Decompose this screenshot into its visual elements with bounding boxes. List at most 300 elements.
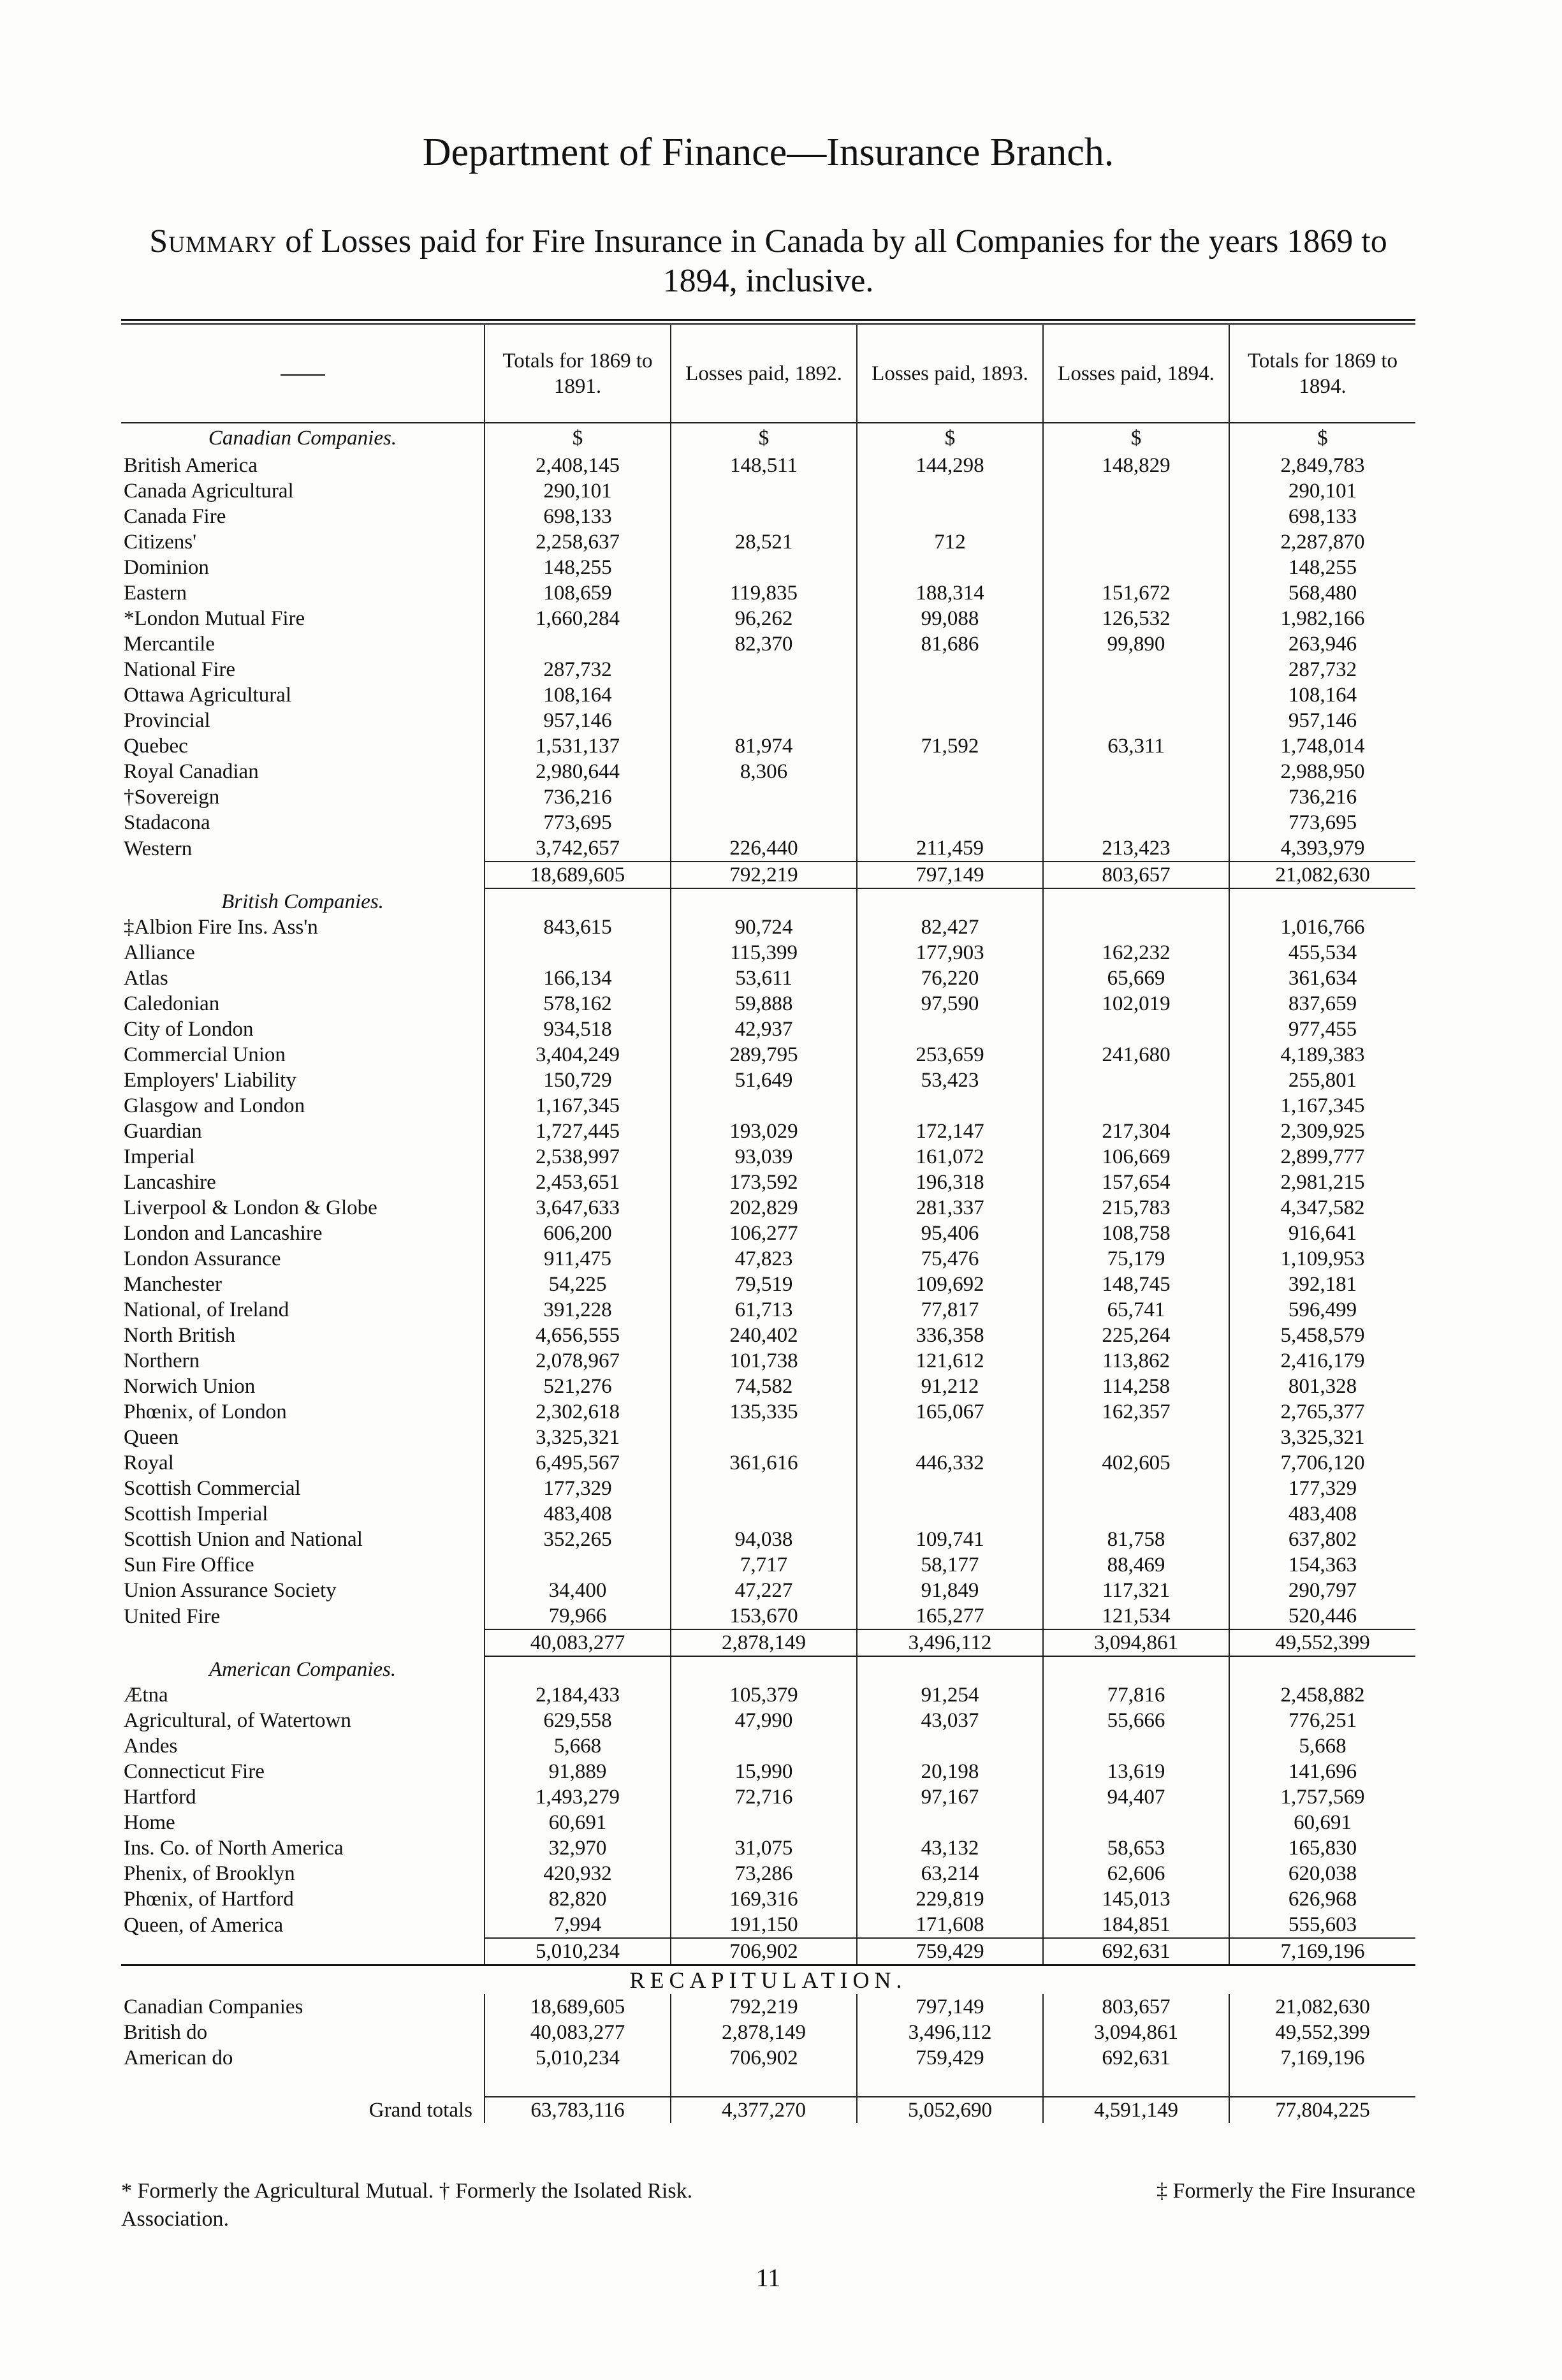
loss-value xyxy=(671,1093,857,1119)
loss-value: 736,216 xyxy=(1229,784,1415,810)
recap-value: 797,149 xyxy=(857,1994,1043,2020)
company-name: Employers' Liability xyxy=(124,1069,296,1092)
loss-value: 106,277 xyxy=(671,1221,857,1246)
loss-value: 97,590 xyxy=(857,991,1043,1017)
loss-value: 157,654 xyxy=(1043,1170,1229,1195)
table-row xyxy=(121,1144,1415,1170)
loss-value: 290,101 xyxy=(485,478,671,504)
loss-value: 105,379 xyxy=(671,1682,857,1708)
loss-value: 82,427 xyxy=(857,915,1043,940)
table-row xyxy=(121,631,1415,657)
loss-value: 113,862 xyxy=(1043,1348,1229,1374)
recap-value: 2,878,149 xyxy=(671,2020,857,2045)
loss-value: 88,469 xyxy=(1043,1552,1229,1578)
loss-value: 2,849,783 xyxy=(1229,453,1415,478)
loss-value xyxy=(1043,1093,1229,1119)
loss-value: 957,146 xyxy=(485,708,671,733)
table-row xyxy=(121,555,1415,580)
empty-cell xyxy=(857,1656,1043,1682)
loss-value: 2,184,433 xyxy=(485,1682,671,1708)
grand-total-value: 77,804,225 xyxy=(1229,2097,1415,2123)
company-name: Lancashire xyxy=(124,1171,216,1194)
loss-value: 60,691 xyxy=(1229,1810,1415,1835)
recap-value: 5,010,234 xyxy=(485,2045,671,2071)
empty-cell xyxy=(1229,888,1415,915)
loss-value: 151,672 xyxy=(1043,580,1229,606)
footnote-text-1-right: ‡ Formerly the Fire Insurance xyxy=(1157,2179,1415,2203)
loss-value: 1,748,014 xyxy=(1229,733,1415,759)
table-row xyxy=(121,1042,1415,1068)
empty-cell xyxy=(1229,1656,1415,1682)
table-row xyxy=(121,1374,1415,1399)
company-name: Citizens' xyxy=(124,531,197,554)
total-label-cell xyxy=(121,1629,485,1656)
company-name: Scottish Union and National xyxy=(124,1528,363,1551)
loss-value: 578,162 xyxy=(485,991,671,1017)
loss-value xyxy=(857,708,1043,733)
loss-value: 61,713 xyxy=(671,1297,857,1323)
loss-value: 2,408,145 xyxy=(485,453,671,478)
loss-value: 184,851 xyxy=(1043,1912,1229,1938)
loss-value: 361,634 xyxy=(1229,966,1415,991)
table-row xyxy=(121,1527,1415,1552)
loss-value: 63,311 xyxy=(1043,733,1229,759)
loss-value: 71,592 xyxy=(857,733,1043,759)
loss-value: 93,039 xyxy=(671,1144,857,1170)
table-row xyxy=(121,1425,1415,1450)
loss-value: 263,946 xyxy=(1229,631,1415,657)
loss-value: 521,276 xyxy=(485,1374,671,1399)
loss-value: 106,669 xyxy=(1043,1144,1229,1170)
loss-value: 177,329 xyxy=(1229,1476,1415,1501)
loss-value: 96,262 xyxy=(671,606,857,631)
loss-value: 75,476 xyxy=(857,1246,1043,1272)
table-row xyxy=(121,657,1415,682)
total-label-cell xyxy=(121,1938,485,1965)
loss-value: 8,306 xyxy=(671,759,857,784)
company-name: Hartford xyxy=(124,1786,196,1809)
loss-value xyxy=(857,1476,1043,1501)
loss-value: 2,302,618 xyxy=(485,1399,671,1425)
loss-value: 162,357 xyxy=(1043,1399,1229,1425)
loss-value: 626,968 xyxy=(1229,1886,1415,1912)
loss-value: 81,974 xyxy=(671,733,857,759)
loss-value: 79,519 xyxy=(671,1272,857,1297)
spacer-cell xyxy=(1043,2071,1229,2097)
loss-value: 53,611 xyxy=(671,966,857,991)
section-total: 5,010,234 xyxy=(485,1938,671,1965)
table-row xyxy=(121,1450,1415,1476)
company-name: Manchester xyxy=(124,1273,222,1296)
empty-cell xyxy=(671,888,857,915)
table-row xyxy=(121,708,1415,733)
loss-value: 162,232 xyxy=(1043,940,1229,966)
loss-value xyxy=(671,1810,857,1835)
loss-value xyxy=(1043,1810,1229,1835)
recap-row xyxy=(121,2020,1415,2045)
table-row xyxy=(121,966,1415,991)
section-heading-row xyxy=(121,423,1415,453)
loss-value: 144,298 xyxy=(857,453,1043,478)
loss-value: 114,258 xyxy=(1043,1374,1229,1399)
page-number: 11 xyxy=(755,2263,781,2292)
loss-value: 108,659 xyxy=(485,580,671,606)
loss-value: 169,316 xyxy=(671,1886,857,1912)
table-row xyxy=(121,1246,1415,1272)
loss-value: 241,680 xyxy=(1043,1042,1229,1068)
table-row xyxy=(121,1272,1415,1297)
loss-value xyxy=(671,1425,857,1450)
loss-value: 150,729 xyxy=(485,1068,671,1093)
loss-value xyxy=(485,631,671,657)
loss-value: 95,406 xyxy=(857,1221,1043,1246)
loss-value: 109,692 xyxy=(857,1272,1043,1297)
loss-value: 3,404,249 xyxy=(485,1042,671,1068)
loss-value: 74,582 xyxy=(671,1374,857,1399)
loss-value: 1,167,345 xyxy=(1229,1093,1415,1119)
loss-value xyxy=(857,1733,1043,1759)
loss-value: 3,647,633 xyxy=(485,1195,671,1221)
loss-value xyxy=(857,504,1043,529)
loss-value: 596,499 xyxy=(1229,1297,1415,1323)
company-name: †Sovereign xyxy=(124,786,220,809)
loss-value: 173,592 xyxy=(671,1170,857,1195)
loss-value xyxy=(485,940,671,966)
loss-value xyxy=(671,1733,857,1759)
loss-value xyxy=(671,1501,857,1527)
recap-value: 803,657 xyxy=(1043,1994,1229,2020)
loss-value: 135,335 xyxy=(671,1399,857,1425)
loss-value: 934,518 xyxy=(485,1017,671,1042)
recap-value: 692,631 xyxy=(1043,2045,1229,2071)
loss-value: 620,038 xyxy=(1229,1861,1415,1886)
loss-value: 55,666 xyxy=(1043,1708,1229,1733)
loss-value: 72,716 xyxy=(671,1784,857,1810)
recap-value: 40,083,277 xyxy=(485,2020,671,2045)
loss-value: 5,458,579 xyxy=(1229,1323,1415,1348)
loss-value: 60,691 xyxy=(485,1810,671,1835)
loss-value: 101,738 xyxy=(671,1348,857,1374)
loss-value: 148,829 xyxy=(1043,453,1229,478)
loss-value xyxy=(1043,529,1229,555)
loss-value xyxy=(857,657,1043,682)
loss-value: 213,423 xyxy=(1043,835,1229,862)
loss-value: 637,802 xyxy=(1229,1527,1415,1552)
table-row xyxy=(121,1297,1415,1323)
loss-value: 2,980,644 xyxy=(485,759,671,784)
loss-value: 145,013 xyxy=(1043,1886,1229,1912)
loss-value xyxy=(857,1425,1043,1450)
loss-value: 172,147 xyxy=(857,1119,1043,1144)
table-row xyxy=(121,915,1415,940)
loss-value: 94,407 xyxy=(1043,1784,1229,1810)
company-name: ‡Albion Fire Ins. Ass'n xyxy=(124,916,318,939)
empty-cell xyxy=(485,888,671,915)
loss-value: 290,797 xyxy=(1229,1578,1415,1603)
loss-value: 94,038 xyxy=(671,1527,857,1552)
company-name: Glasgow and London xyxy=(124,1094,305,1117)
section-total: 49,552,399 xyxy=(1229,1629,1415,1656)
company-name: Stadacona xyxy=(124,811,210,834)
loss-value: 483,408 xyxy=(485,1501,671,1527)
table-row xyxy=(121,810,1415,835)
loss-value: 977,455 xyxy=(1229,1017,1415,1042)
loss-value: 1,531,137 xyxy=(485,733,671,759)
table-row xyxy=(121,1603,1415,1629)
loss-value: 77,817 xyxy=(857,1297,1043,1323)
loss-value: 1,016,766 xyxy=(1229,915,1415,940)
table-row xyxy=(121,1221,1415,1246)
table-row xyxy=(121,580,1415,606)
loss-value xyxy=(1043,1733,1229,1759)
loss-value: 555,603 xyxy=(1229,1912,1415,1938)
section-total: 2,878,149 xyxy=(671,1629,857,1656)
table-row xyxy=(121,682,1415,708)
spacer-cell xyxy=(857,2071,1043,2097)
recap-label: British do xyxy=(124,2021,208,2044)
spacer-cell xyxy=(1229,2071,1415,2097)
loss-value xyxy=(671,682,857,708)
loss-value: 91,889 xyxy=(485,1759,671,1784)
stub-header-cell xyxy=(121,325,485,423)
loss-value: 91,212 xyxy=(857,1374,1043,1399)
loss-value: 47,990 xyxy=(671,1708,857,1733)
company-name: Mercantile xyxy=(124,633,215,656)
company-name: National Fire xyxy=(124,658,236,681)
company-name: Norwich Union xyxy=(124,1375,256,1398)
company-name: Alliance xyxy=(124,941,195,964)
loss-value: 801,328 xyxy=(1229,1374,1415,1399)
loss-value xyxy=(857,810,1043,835)
section-total: 759,429 xyxy=(857,1938,1043,1965)
loss-value xyxy=(1043,915,1229,940)
company-name: British America xyxy=(124,454,258,477)
recap-value: 3,094,861 xyxy=(1043,2020,1229,2045)
section-total: 797,149 xyxy=(857,862,1043,888)
loss-value: 520,446 xyxy=(1229,1603,1415,1629)
loss-value: 81,758 xyxy=(1043,1527,1229,1552)
table-row xyxy=(121,1552,1415,1578)
loss-value: 62,606 xyxy=(1043,1861,1229,1886)
loss-value: 911,475 xyxy=(485,1246,671,1272)
loss-value: 629,558 xyxy=(485,1708,671,1733)
loss-value: 196,318 xyxy=(857,1170,1043,1195)
loss-value: 4,656,555 xyxy=(485,1323,671,1348)
loss-value: 392,181 xyxy=(1229,1272,1415,1297)
loss-value xyxy=(671,504,857,529)
loss-value: 165,067 xyxy=(857,1399,1043,1425)
loss-value: 606,200 xyxy=(485,1221,671,1246)
loss-value: 773,695 xyxy=(485,810,671,835)
page-heading: Department of Finance—Insurance Branch. xyxy=(422,131,1114,174)
loss-value: 420,932 xyxy=(485,1861,671,1886)
loss-value: 58,177 xyxy=(857,1552,1043,1578)
loss-value: 148,255 xyxy=(485,555,671,580)
table-row xyxy=(121,1348,1415,1374)
company-name: Home xyxy=(124,1811,175,1834)
company-name: Royal Canadian xyxy=(124,760,259,783)
company-name: Canada Fire xyxy=(124,505,226,528)
loss-value: 4,347,582 xyxy=(1229,1195,1415,1221)
loss-value: 3,325,321 xyxy=(485,1425,671,1450)
footnotes xyxy=(121,2177,1415,2233)
company-name: Scottish Commercial xyxy=(124,1477,301,1500)
loss-value xyxy=(857,759,1043,784)
loss-value xyxy=(1043,810,1229,835)
grand-total-label: Grand totals xyxy=(369,2098,472,2122)
loss-value xyxy=(1043,555,1229,580)
recap-value: 706,902 xyxy=(671,2045,857,2071)
company-name: Connecticut Fire xyxy=(124,1760,265,1783)
loss-value xyxy=(671,708,857,733)
loss-value: 2,287,870 xyxy=(1229,529,1415,555)
loss-value: 1,660,284 xyxy=(485,606,671,631)
company-name: *London Mutual Fire xyxy=(124,607,305,630)
loss-value xyxy=(1043,657,1229,682)
table-row xyxy=(121,1170,1415,1195)
footnote-line-2: Association. xyxy=(121,2207,230,2231)
column-header: Losses paid, 1892. xyxy=(671,325,857,423)
loss-value: 2,538,997 xyxy=(485,1144,671,1170)
loss-value xyxy=(671,784,857,810)
loss-value: 281,337 xyxy=(857,1195,1043,1221)
recap-row xyxy=(121,1994,1415,2020)
table-row xyxy=(121,1093,1415,1119)
table-row xyxy=(121,733,1415,759)
section-total: 18,689,605 xyxy=(485,862,671,888)
company-name: Quebec xyxy=(124,735,188,758)
loss-value: 148,511 xyxy=(671,453,857,478)
section-total-row xyxy=(121,1629,1415,1656)
section-total-row xyxy=(121,1938,1415,1965)
table-row xyxy=(121,504,1415,529)
table-row xyxy=(121,940,1415,966)
loss-value: 28,521 xyxy=(671,529,857,555)
empty-cell xyxy=(671,1656,857,1682)
column-header: Losses paid, 1893. xyxy=(857,325,1043,423)
loss-value: 148,255 xyxy=(1229,555,1415,580)
caption-lead-word: Summary xyxy=(149,223,277,260)
loss-value xyxy=(671,657,857,682)
table-row xyxy=(121,1476,1415,1501)
loss-value: 108,164 xyxy=(485,682,671,708)
loss-value: 99,088 xyxy=(857,606,1043,631)
loss-value: 43,132 xyxy=(857,1835,1043,1861)
loss-value: 58,653 xyxy=(1043,1835,1229,1861)
currency-symbol: $ xyxy=(1043,423,1229,453)
loss-value: 51,649 xyxy=(671,1068,857,1093)
table-row xyxy=(121,1682,1415,1708)
loss-value: 7,717 xyxy=(671,1552,857,1578)
spacer-cell xyxy=(671,2071,857,2097)
loss-value: 141,696 xyxy=(1229,1759,1415,1784)
section-total: 7,169,196 xyxy=(1229,1938,1415,1965)
loss-value xyxy=(1043,759,1229,784)
loss-value: 712 xyxy=(857,529,1043,555)
losses-table xyxy=(121,325,1415,2123)
footnote-line-1 xyxy=(121,2177,1415,2205)
table-row xyxy=(121,759,1415,784)
company-name: City of London xyxy=(124,1018,254,1041)
loss-value: 2,899,777 xyxy=(1229,1144,1415,1170)
company-name: United Fire xyxy=(124,1605,221,1628)
loss-value: 2,258,637 xyxy=(485,529,671,555)
loss-value: 287,732 xyxy=(485,657,671,682)
loss-value: 81,686 xyxy=(857,631,1043,657)
loss-value: 776,251 xyxy=(1229,1708,1415,1733)
section-title: American Companies. xyxy=(208,1657,397,1681)
column-header: Totals for 1869 to 1891. xyxy=(485,325,671,423)
table-row xyxy=(121,1323,1415,1348)
empty-cell xyxy=(1043,1656,1229,1682)
column-header-row xyxy=(121,325,1415,423)
loss-value xyxy=(1043,1476,1229,1501)
loss-value: 59,888 xyxy=(671,991,857,1017)
company-name: Andes xyxy=(124,1735,178,1758)
company-name: Atlas xyxy=(124,967,168,990)
loss-value: 43,037 xyxy=(857,1708,1043,1733)
recap-value: 7,169,196 xyxy=(1229,2045,1415,2071)
total-label-cell xyxy=(121,862,485,888)
table-row xyxy=(121,1399,1415,1425)
stub-dash xyxy=(281,374,325,376)
recap-spacer-row xyxy=(121,2071,1415,2097)
loss-value: 2,309,925 xyxy=(1229,1119,1415,1144)
loss-value: 2,078,967 xyxy=(485,1348,671,1374)
company-name: Phœnix, of London xyxy=(124,1400,287,1423)
table-row xyxy=(121,453,1415,478)
table-row xyxy=(121,1501,1415,1527)
loss-value xyxy=(1043,478,1229,504)
loss-value: 2,981,215 xyxy=(1229,1170,1415,1195)
loss-value: 166,134 xyxy=(485,966,671,991)
recap-value: 21,082,630 xyxy=(1229,1994,1415,2020)
loss-value: 287,732 xyxy=(1229,657,1415,682)
table-row xyxy=(121,1068,1415,1093)
loss-value: 191,150 xyxy=(671,1912,857,1938)
table-row xyxy=(121,1784,1415,1810)
company-name: Provincial xyxy=(124,709,210,732)
table-row xyxy=(121,835,1415,862)
loss-value: 698,133 xyxy=(1229,504,1415,529)
column-header: Totals for 1869 to 1894. xyxy=(1229,325,1415,423)
recap-value: 792,219 xyxy=(671,1994,857,2020)
loss-value: 7,994 xyxy=(485,1912,671,1938)
section-title: Canadian Companies. xyxy=(208,427,397,450)
table-row xyxy=(121,529,1415,555)
recap-title-row xyxy=(121,1965,1415,1995)
table-row xyxy=(121,1578,1415,1603)
table-row xyxy=(121,1759,1415,1784)
table-row xyxy=(121,1810,1415,1835)
column-header: Losses paid, 1894. xyxy=(1043,325,1229,423)
section-total: 21,082,630 xyxy=(1229,862,1415,888)
loss-value: 153,670 xyxy=(671,1603,857,1629)
loss-value: 109,741 xyxy=(857,1527,1043,1552)
section-total: 803,657 xyxy=(1043,862,1229,888)
loss-value: 121,534 xyxy=(1043,1603,1229,1629)
loss-value: 446,332 xyxy=(857,1450,1043,1476)
loss-value: 54,225 xyxy=(485,1272,671,1297)
loss-value xyxy=(857,1093,1043,1119)
loss-value: 336,358 xyxy=(857,1323,1043,1348)
loss-value xyxy=(1043,682,1229,708)
loss-value: 90,724 xyxy=(671,915,857,940)
loss-value: 193,029 xyxy=(671,1119,857,1144)
table-row xyxy=(121,478,1415,504)
loss-value: 361,616 xyxy=(671,1450,857,1476)
grand-total-value: 4,377,270 xyxy=(671,2097,857,2123)
